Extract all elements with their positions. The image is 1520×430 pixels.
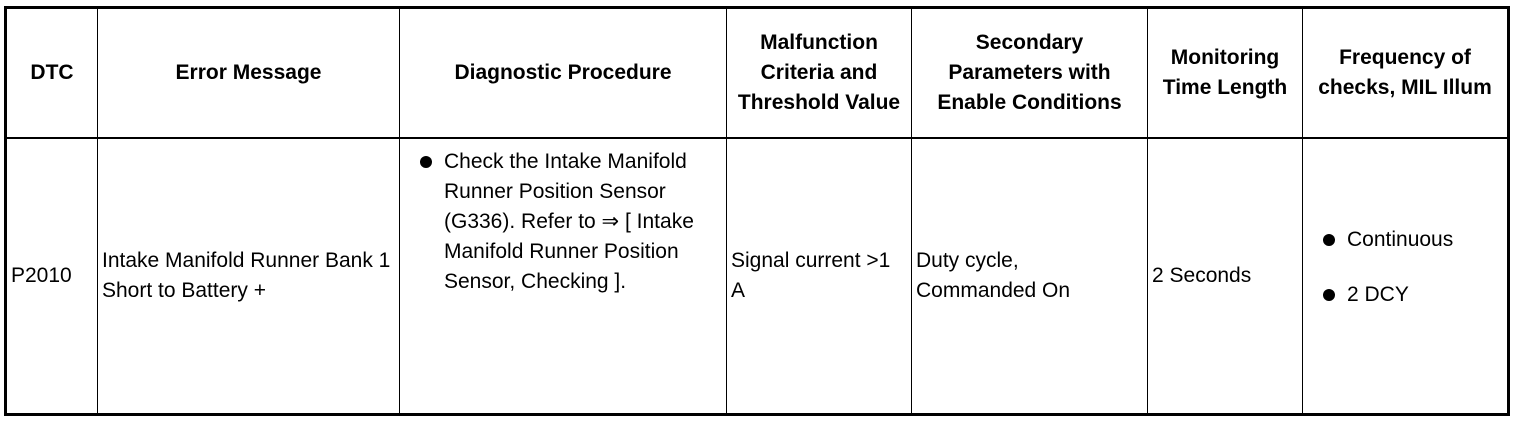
secondary-parameters: Duty cycle, Commanded On (912, 138, 1148, 415)
monitoring-time: 2 Seconds (1148, 138, 1303, 415)
header-diagnostic-procedure: Diagnostic Procedure (400, 8, 727, 139)
header-error-message: Error Message (98, 8, 400, 139)
table-row (6, 138, 1509, 415)
dtc-code: P2010 (6, 138, 98, 415)
dtc-table (4, 6, 1510, 416)
header-monitoring-time: Monitoring Time Length (1148, 8, 1303, 139)
header-row (6, 8, 1509, 139)
header-frequency: Frequency of checks, MIL Illum (1303, 8, 1509, 139)
header-malfunction-criteria: Malfunction Criteria and Threshold Value (727, 8, 912, 139)
header-secondary-parameters: Secondary Parameters with Enable Conditions (912, 8, 1148, 139)
header-dtc: DTC (6, 8, 98, 139)
error-message: Intake Manifold Runner Bank 1 Short to Battery + (98, 138, 400, 415)
procedure-item: Check the Intake Manifold Runner Position Sensor (G336). Refer to ⇒ [ Intake Manifold Runner Position Sensor, Checking ]. (414, 147, 722, 297)
procedure-list (414, 147, 722, 297)
frequency-item-continuous: Continuous (1317, 225, 1503, 255)
malfunction-criteria: Signal current >1 A (727, 138, 912, 415)
frequency-item-dcy: 2 DCY (1317, 280, 1503, 310)
diagnostic-procedure-cell (400, 138, 727, 415)
frequency-list (1317, 225, 1503, 310)
frequency-cell (1303, 138, 1509, 415)
